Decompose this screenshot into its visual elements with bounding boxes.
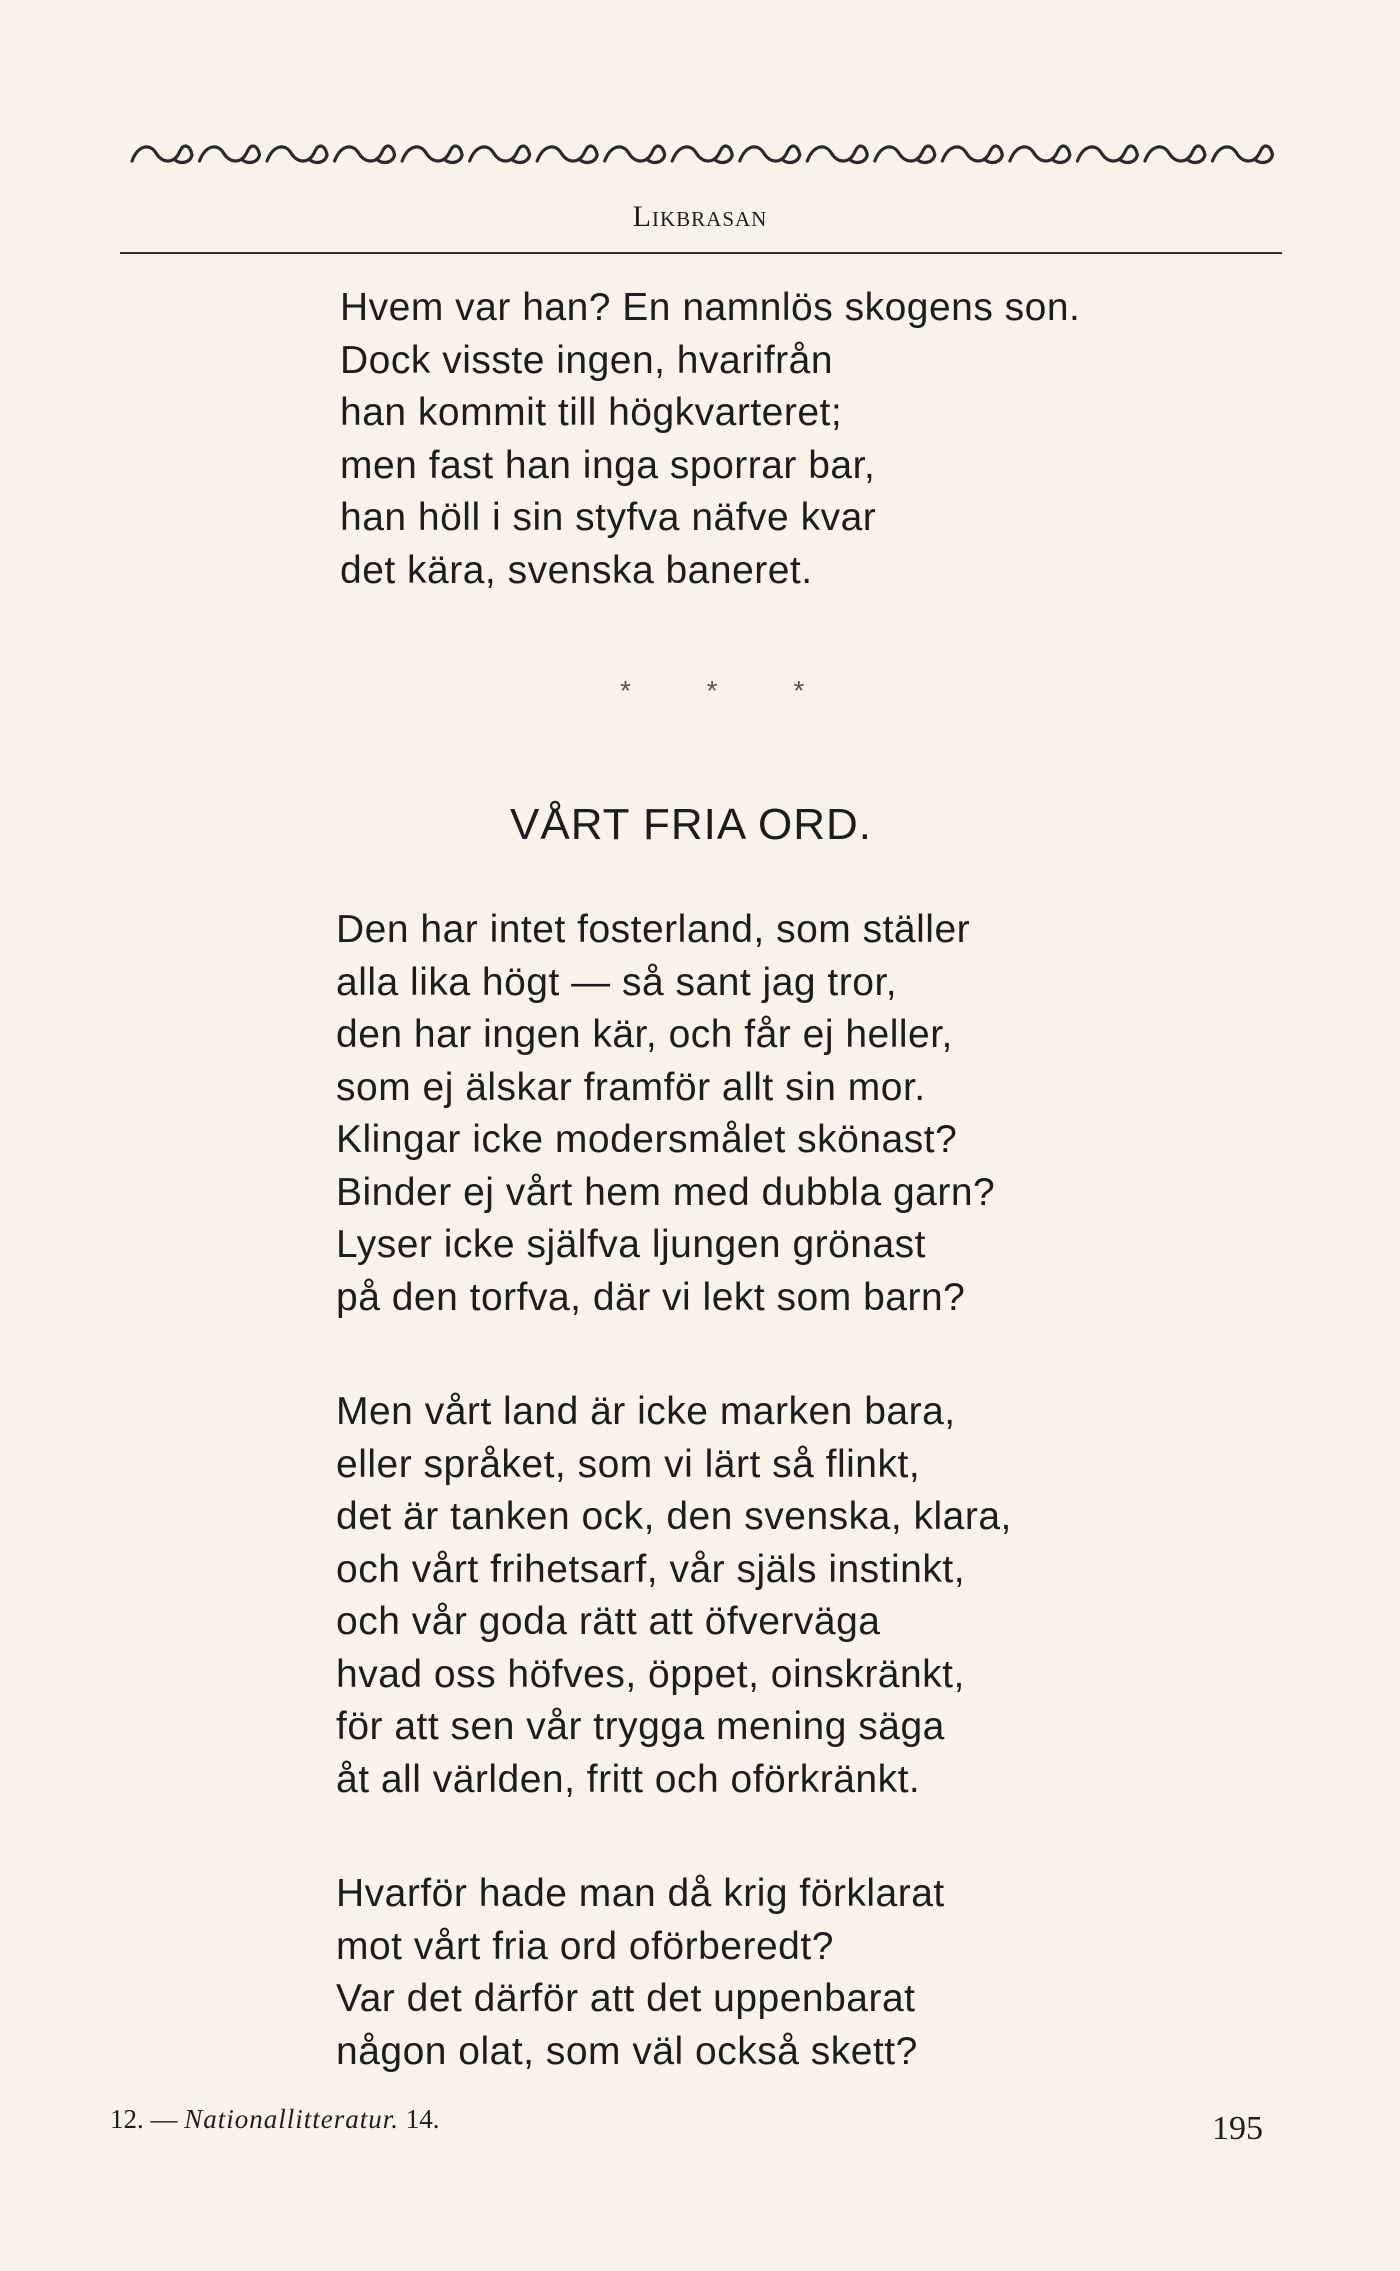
ornament-scroll xyxy=(1077,146,1137,162)
verse-line: och vår goda rätt att öfverväga xyxy=(336,1600,881,1643)
verse-line: mot vårt fria ord oförberedt? xyxy=(336,1925,834,1968)
poem-title: VÅRT FRIA ORD. xyxy=(510,800,873,849)
verse-line: Var det därför att det uppenbarat xyxy=(336,1977,916,2020)
section-break-asterisks: * * * xyxy=(620,675,839,706)
verse-line: det kära, svenska baneret. xyxy=(340,549,813,592)
verse-line: på den torfva, där vi lekt som barn? xyxy=(336,1276,966,1319)
verse-line: åt all världen, fritt och oförkränkt. xyxy=(336,1758,921,1801)
verse-line: och vårt frihetsarf, vår själs instinkt, xyxy=(336,1548,966,1591)
verse-line: alla lika högt — så sant jag tror, xyxy=(336,961,898,1004)
ornament-scroll xyxy=(875,146,935,162)
ornament-scroll xyxy=(537,146,597,162)
ornament-scroll xyxy=(672,146,732,162)
verse-line: Binder ej vårt hem med dubbla garn? xyxy=(336,1171,996,1214)
ornament-scroll xyxy=(942,146,1002,162)
verse-line: Hvem var han? En namnlös skogens son. xyxy=(340,286,1081,329)
verse-line: Dock visste ingen, hvarifrån xyxy=(340,339,834,382)
printer-signature xyxy=(110,2104,440,2135)
verse-line: Lyser icke själfva ljungen grönast xyxy=(336,1223,927,1266)
ornament-scroll xyxy=(1010,146,1070,162)
running-head: Likbrasan xyxy=(632,200,768,233)
verse-line: Hvarför hade man då krig förklarat xyxy=(336,1872,945,1915)
header-rule xyxy=(120,252,1282,254)
ornament-scroll xyxy=(605,146,665,162)
verse-line: hvad oss höfves, öppet, oinskränkt, xyxy=(336,1653,965,1696)
ornament-scroll xyxy=(1212,146,1272,162)
signature-suffix: 14. xyxy=(405,2104,440,2134)
verse-line: någon olat, som väl också skett? xyxy=(336,2030,918,2073)
ornament-scroll xyxy=(740,146,800,162)
ornament-scroll xyxy=(267,146,327,162)
verse-line: han kommit till högkvarteret; xyxy=(340,391,843,434)
ornament-scroll xyxy=(402,146,462,162)
signature-prefix: 12. — xyxy=(110,2104,178,2134)
verse-line: eller språket, som vi lärt så flinkt, xyxy=(336,1443,921,1486)
verse-line: den har ingen kär, och får ej heller, xyxy=(336,1013,953,1056)
verse-line: det är tanken ock, den svenska, klara, xyxy=(336,1495,1012,1538)
verse-line: Klingar icke modersmålet skönast? xyxy=(336,1118,958,1161)
verse-line: han höll i sin styfva näfve kvar xyxy=(340,496,877,539)
page-number: 195 xyxy=(1212,2110,1263,2147)
verse-line: Men vårt land är icke marken bara, xyxy=(336,1390,956,1433)
ornament-scroll xyxy=(470,146,530,162)
ornament-scroll xyxy=(807,146,867,162)
ornament-scroll xyxy=(1145,146,1205,162)
signature-title: Nationallitteratur. xyxy=(184,2104,400,2134)
ornament-scroll xyxy=(132,146,192,162)
decorative-ornament-band xyxy=(128,135,1276,175)
verse-line: som ej älskar framför allt sin mor. xyxy=(336,1066,926,1109)
ornament-scroll xyxy=(335,146,395,162)
verse-line: men fast han inga sporrar bar, xyxy=(340,444,876,487)
verse-line: Den har intet fosterland, som ställer xyxy=(336,908,971,951)
verse-line: för att sen vår trygga mening säga xyxy=(336,1705,945,1748)
ornament-scroll xyxy=(200,146,260,162)
